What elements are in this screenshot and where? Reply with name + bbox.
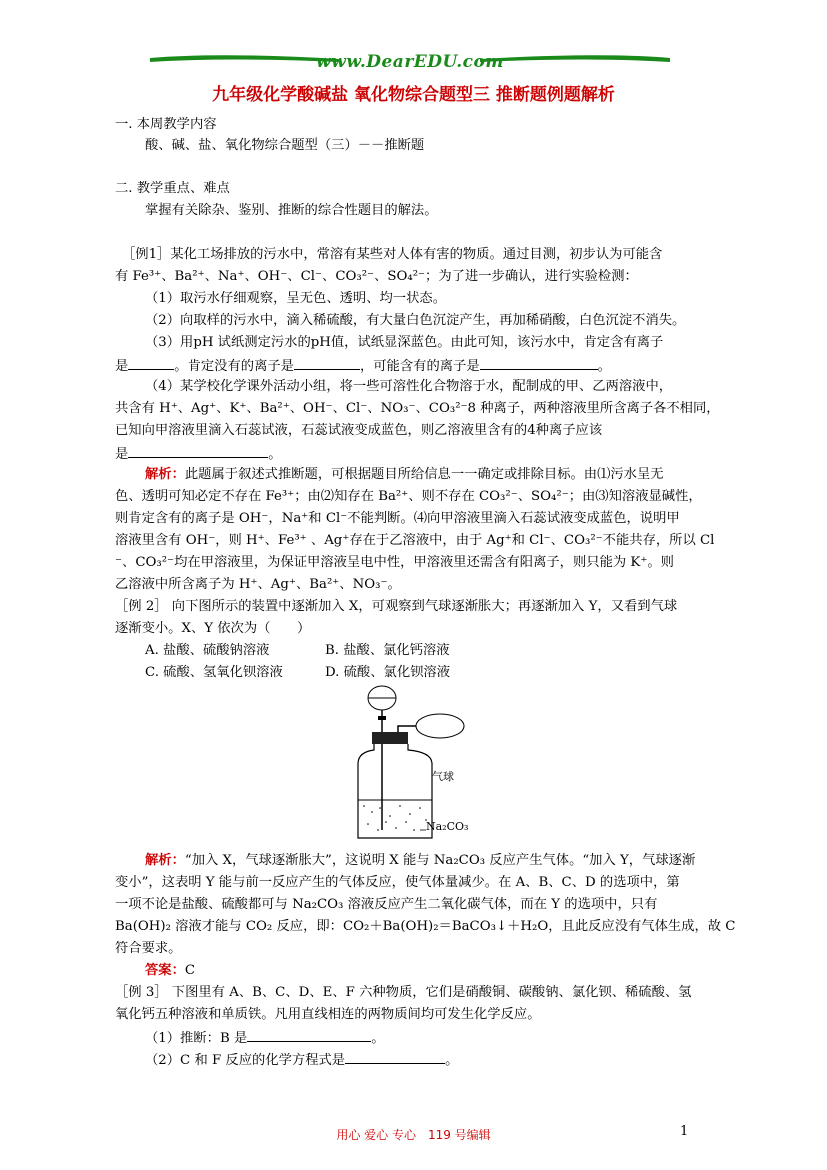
analysis-label: 解析： <box>145 853 185 868</box>
analysis2-line3: 一项不论是盐酸、硫酸都可与 Na₂CO₃ 溶液反应产生二氧化碳气体，而在 Y 的选项中，只有 <box>115 897 658 912</box>
ex2-option-a: A. 盐酸、硫酸钠溶液 <box>145 643 270 658</box>
answer-blank[interactable] <box>345 1050 445 1064</box>
ex2-option-b: B. 盐酸、氯化钙溶液 <box>325 643 450 658</box>
ex1-line4: （2）向取样的污水中，滴入稀硫酸，有大量白色沉淀产生，再加稀硝酸，白色沉淀不消失。 <box>145 313 686 328</box>
ex1-line1: ［例1］某化工场排放的污水中，常溶有某些对人体有害的物质。通过目测，初步认为可能含 <box>122 247 663 262</box>
analysis1-line5: ⁻、CO₃²⁻均在甲溶液里，为保证甲溶液呈电中性，甲溶液里还需含有阳离子，则只能为 K⁺。则 <box>115 555 674 570</box>
ex2-option-c: C. 硫酸、氢氧化钡溶液 <box>145 665 283 680</box>
ex1-line5: （3）用pH 试纸测定污水的pH值，试纸显深蓝色。由此可知，该污水中，肯定含有离子 <box>145 335 664 350</box>
ex3-line4 <box>145 1050 458 1070</box>
ex1-line6 <box>115 356 611 376</box>
answer-label: 答案： <box>145 963 185 978</box>
ex1-line9: 已知向甲溶液里滴入石蕊试液，石蕊试液变成蓝色，则乙溶液里含有的4种离子应该 <box>115 423 603 438</box>
analysis1-line3: 则肯定含有的离子是 OH⁻，Na⁺和 Cl⁻不能判断。⑷向甲溶液里滴入石蕊试液变成蓝色，说明甲 <box>115 511 680 526</box>
ex3-line2: 氧化钙五种溶液和单质铁。凡用直线相连的两物质间均可发生化学反应。 <box>115 1007 541 1022</box>
ex2-line2: 逐渐变小。X、Y 依次为（ ） <box>115 621 311 636</box>
answer-line <box>145 962 195 980</box>
analysis1-text: 此题属于叙述式推断题，可根据题目所给信息一一确定或排除目标。由⑴污水呈无 <box>184 467 664 482</box>
answer-value: C <box>184 963 196 978</box>
balloon-label: 气球 <box>432 770 454 783</box>
analysis1-line6: 乙溶液中所含离子为 H⁺、Ag⁺、Ba²⁺、NO₃⁻。 <box>115 577 401 592</box>
ex1-line2: 有 Fe³⁺、Ba²⁺、Na⁺、OH⁻、Cl⁻、CO₃²⁻、SO₄²⁻；为了进一步确认，进行实验检测： <box>115 269 638 284</box>
ex1-line8: 共含有 H⁺、Ag⁺、K⁺、Ba²⁺、OH⁻、Cl⁻、NO₃⁻、CO₃²⁻8 种离子，两种溶液里所含离子各不相同， <box>115 401 720 416</box>
ex1-line10 <box>115 444 282 464</box>
analysis2-line4: Ba(OH)₂ 溶液才能与 CO₂ 反应，即：CO₂＋Ba(OH)₂＝BaCO₃↓＋H₂O，且此反应没有气体生成，故 C <box>115 919 736 934</box>
ex1-line3: （1）取污水仔细观察，呈无色、透明、均一状态。 <box>145 291 446 306</box>
ex1-line6-c: ，可能含有的离子是 <box>359 359 480 374</box>
apparatus-figure <box>350 680 510 844</box>
answer-blank[interactable] <box>128 444 268 458</box>
answer-blank[interactable] <box>247 1028 371 1042</box>
page-footer: 用心 爱心 专心 119 号编辑 <box>336 1128 491 1142</box>
ex3-q2: （2）C 和 F 反应的化学方程式是 <box>145 1053 346 1068</box>
chemical-label: Na₂CO₃ <box>426 820 469 833</box>
analysis2-line1 <box>145 852 695 870</box>
page-title: 九年级化学酸碱盐 氧化物综合题型三 推断题例题解析 <box>212 85 615 105</box>
ex1-line6-b: 。肯定没有的离子是 <box>174 359 294 374</box>
ex3-q1-end: 。 <box>371 1031 385 1046</box>
section2-body: 掌握有关除杂、鉴别、推断的综合性题目的解法。 <box>145 203 438 218</box>
answer-blank[interactable] <box>480 356 598 370</box>
section1-body: 酸、碱、盐、氧化物综合题型（三）－－推断题 <box>145 138 425 153</box>
site-url[interactable]: www.DearEDU.com <box>316 52 504 72</box>
ex1-line10-a: 是 <box>115 447 129 462</box>
answer-blank[interactable] <box>294 356 360 370</box>
section2-heading: 二. 教学重点、难点 <box>115 181 230 196</box>
analysis-label: 解析： <box>145 467 185 482</box>
ex1-line6-d: 。 <box>597 359 611 374</box>
analysis2-text: “加入 X，气球逐渐胀大”，这说明 X 能与 Na₂CO₃ 反应产生气体。“加入 Y，气球逐渐 <box>184 853 696 868</box>
ex2-option-d: D. 硫酸、氯化钡溶液 <box>325 665 451 680</box>
ex1-line7: （4）某学校化学课外活动小组，将一些可溶性化合物溶于水，配制成的甲、乙两溶液中， <box>145 379 673 394</box>
analysis2-line2: 变小”，这表明 Y 能与前一反应产生的气体反应，使气体量减少。在 A、B、C、D 的选项中，第 <box>115 875 680 890</box>
ex3-q1: （1）推断：B 是 <box>145 1031 248 1046</box>
ex1-line6-a: 是 <box>115 359 129 374</box>
flask-diagram <box>350 680 510 840</box>
page-number: 1 <box>680 1124 689 1139</box>
ex1-line10-b: 。 <box>268 447 282 462</box>
ex3-line3 <box>145 1028 385 1048</box>
ex3-q2-end: 。 <box>445 1053 459 1068</box>
ex2-line1: ［例 2］ 向下图所示的装置中逐渐加入 X，可观察到气球逐渐胀大；再逐渐加入 Y，又看到气球 <box>115 599 678 614</box>
analysis2-line5: 符合要求。 <box>115 941 182 956</box>
analysis1-line2: 色、透明可知必定不存在 Fe³⁺；由⑵知存在 Ba²⁺、则不存在 CO₃²⁻、SO₄²⁻；由⑶知溶液显碱性， <box>115 489 702 504</box>
answer-blank[interactable] <box>128 356 174 370</box>
section1-heading: 一. 本周教学内容 <box>115 117 217 132</box>
site-banner <box>140 50 680 74</box>
analysis1-line4: 溶液里含有 OH⁻，则 H⁺、Fe³⁺ 、Ag⁺存在于乙溶液中，由于 Ag⁺和 Cl⁻、CO₃²⁻不能共存，所以 Cl <box>115 533 715 548</box>
ex3-line1: ［例 3］ 下图里有 A、B、C、D、E、F 六种物质，它们是硝酸铜、碳酸钠、氯化钡、稀硫酸、氢 <box>115 985 692 1000</box>
analysis1-line1 <box>145 466 664 484</box>
